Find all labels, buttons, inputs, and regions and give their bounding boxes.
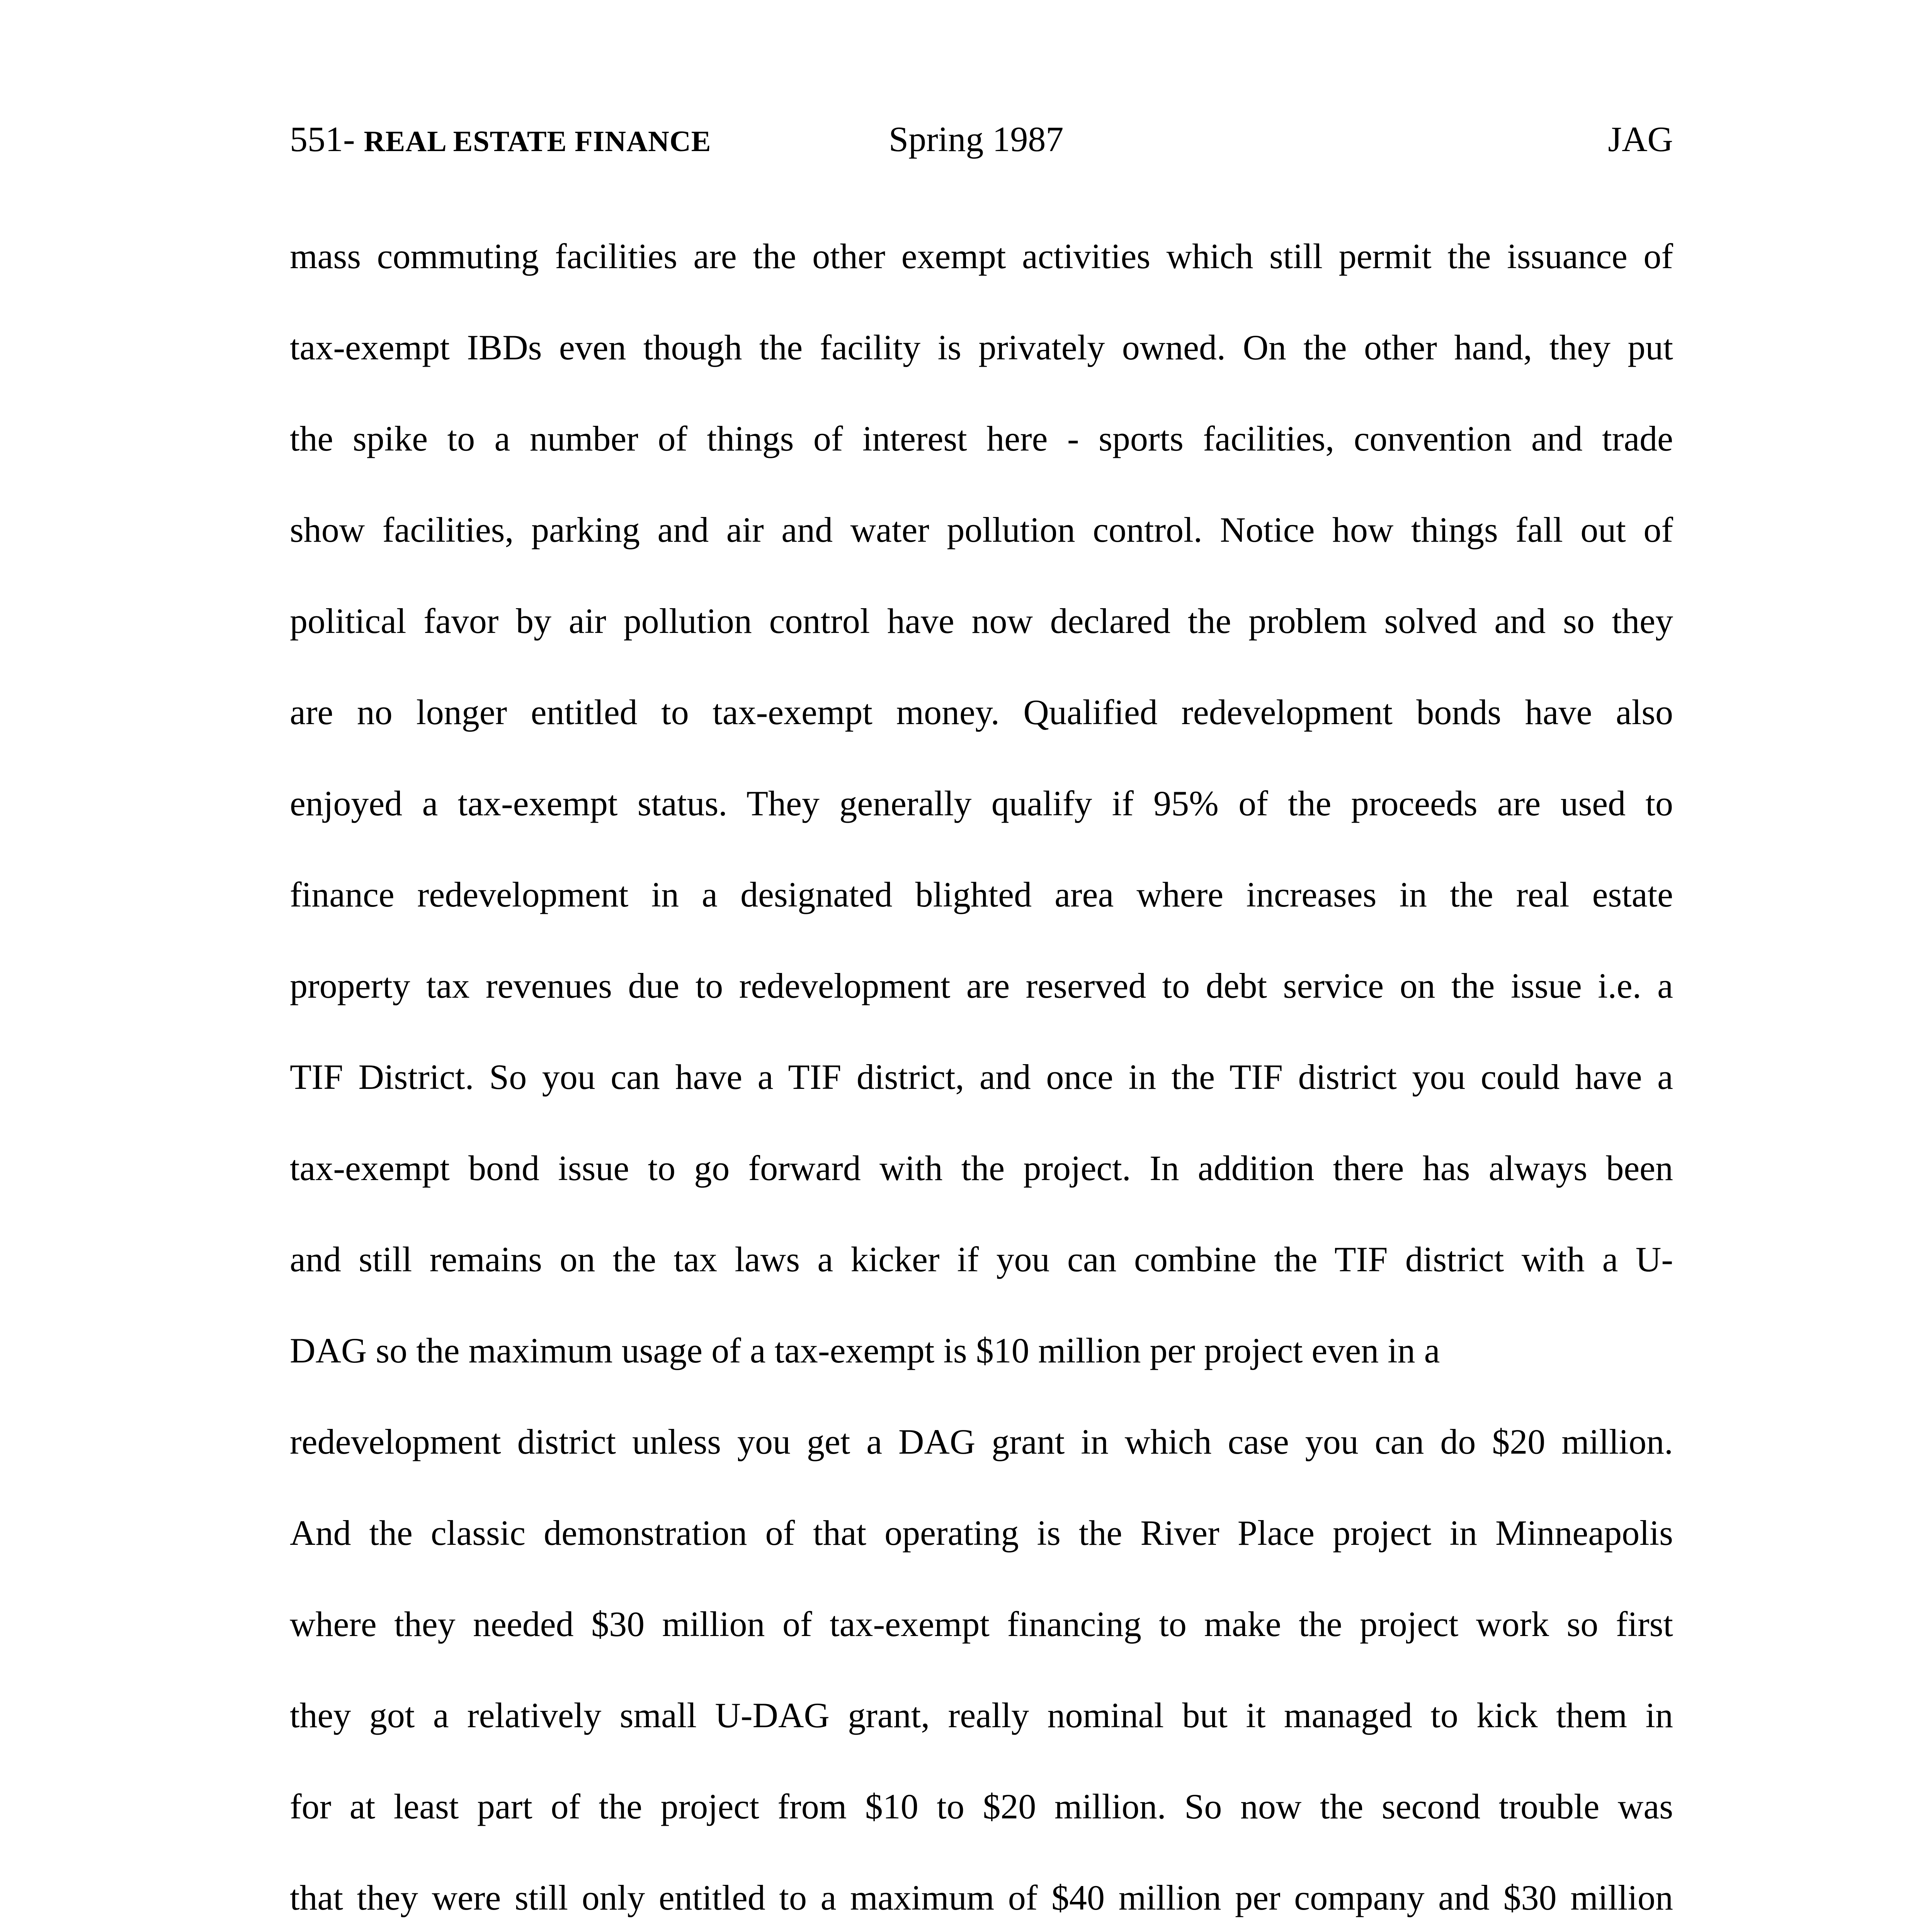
text-line: property tax revenues due to redevelopment are reserved to debt service on the issue i.e. a <box>290 966 1673 1005</box>
text-line: tax-exempt bond issue to go forward with the project. In addition there has always been <box>290 1148 1673 1188</box>
text-line: finance redevelopment in a designated blighted area where increases in the real estate <box>290 875 1673 914</box>
course-heading <box>290 116 711 165</box>
text-line: redevelopment district unless you get a DAG grant in which case you can do $20 million. <box>290 1422 1673 1461</box>
text-line: DAG so the maximum usage of a tax-exempt is $10 million per project even in a <box>290 1331 1440 1370</box>
page-header <box>290 116 1673 162</box>
text-line: where they needed $30 million of tax-exempt financing to make the project work so first <box>290 1604 1673 1644</box>
text-line: show facilities, parking and air and water pollution control. Notice how things fall out of <box>290 510 1673 549</box>
text-line: TIF District. So you can have a TIF district, and once in the TIF district you could have a <box>290 1057 1673 1097</box>
course-number: 551- <box>290 119 355 159</box>
text-line: that they were still only entitled to a maximum of $40 million per company and $30 million <box>290 1878 1673 1917</box>
text-line: for at least part of the project from $10 to $20 million. So now the second trouble was <box>290 1787 1673 1826</box>
term-label: Spring 1987 <box>889 119 1064 159</box>
course-title: REAL ESTATE FINANCE <box>364 125 711 158</box>
text-line: And the classic demonstration of that operating is the River Place project in Minneapolis <box>290 1513 1673 1553</box>
text-line: they got a relatively small U-DAG grant, really nominal but it managed to kick them in <box>290 1696 1673 1735</box>
text-line: the spike to a number of things of interest here - sports facilities, convention and trade <box>290 419 1673 458</box>
text-line: tax-exempt IBDs even though the facility is privately owned. On the other hand, they put <box>290 328 1673 367</box>
author-initials: JAG <box>1608 119 1673 159</box>
text-line: are no longer entitled to tax-exempt money. Qualified redevelopment bonds have also <box>290 692 1673 732</box>
text-line: political favor by air pollution control have now declared the problem solved and so they <box>290 601 1673 641</box>
body-text <box>290 235 1673 1932</box>
text-line: enjoyed a tax-exempt status. They generally qualify if 95% of the proceeds are used to <box>290 784 1673 823</box>
text-line: mass commuting facilities are the other exempt activities which still permit the issuance of <box>290 236 1673 276</box>
text-line: and still remains on the tax laws a kicker if you can combine the TIF district with a U- <box>290 1240 1673 1279</box>
